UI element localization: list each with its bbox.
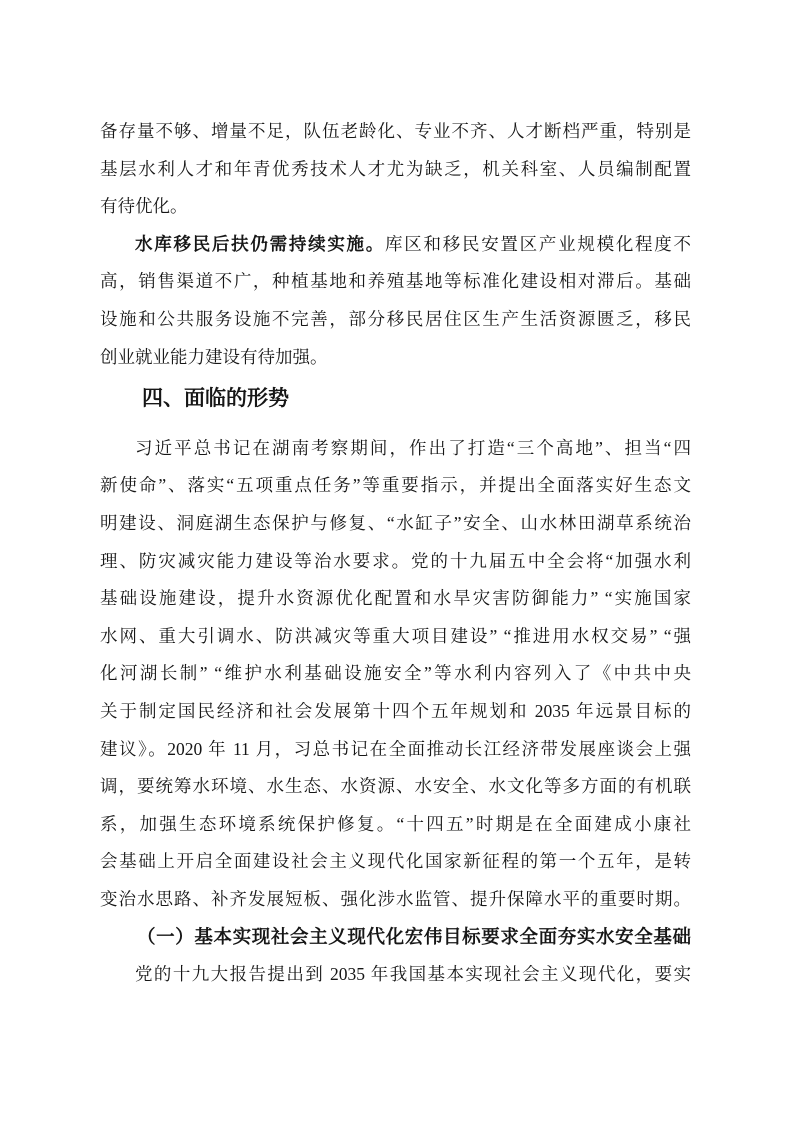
paragraph-line: [100, 543, 691, 581]
text-run: 党的十九大报告提出到 2035 年我国基本实现社会主义现代化，要实: [135, 964, 691, 985]
text-run: 变治水思路、补齐发展短板、强化涉水监管、提升保障水平的重要时期。: [100, 888, 691, 909]
text-run: 基础设施建设，提升水资源优化配置和水旱灾害防御能力” “实施国家: [100, 588, 691, 609]
paragraph-line: [100, 881, 691, 919]
text-run: 建议》。2020 年 11 月，习总书记在全面推动长江经济带发展座谈会上强: [100, 738, 691, 759]
text-run: 新使命”、落实“五项重点任务”等重要指示，并提出全面落实好生态文: [100, 475, 691, 496]
text-run: 高，销售渠道不广，种植基地和养殖基地等标准化建设相对滞后。基础: [100, 271, 691, 292]
document-content: [100, 113, 691, 994]
text-run: 习近平总书记在湖南考察期间，作出了打造“三个高地”、担当“四: [135, 437, 691, 458]
text-run: 化河湖长制” “维护水利基础设施安全”等水利内容列入了《中共中央: [100, 663, 691, 684]
paragraph-line: [100, 430, 691, 468]
paragraph-line: [100, 226, 691, 264]
paragraph-line: [100, 693, 691, 731]
paragraph-line: [100, 618, 691, 656]
paragraph-line: [100, 113, 691, 151]
section-heading: [100, 380, 691, 418]
text-run: 设施和公共服务设施不完善，部分移民居住区生产生活资源匮乏，移民: [100, 308, 691, 329]
text-run: 系，加强生态环境系统保护修复。“十四五”时期是在全面建成小康社: [100, 813, 691, 834]
text-run: 水网、重大引调水、防洪减灾等重大项目建设” “推进用水权交易” “强: [100, 625, 691, 646]
text-run: 理、防灾减灾能力建设等治水要求。党的十九届五中全会将“加强水利: [100, 550, 691, 571]
bold-text-run: （一）基本实现社会主义现代化宏伟目标要求全面夯实水安全基础: [137, 926, 691, 948]
text-run: 创业就业能力建设有待加强。: [100, 346, 328, 367]
text-run: 明建设、洞庭湖生态保护与修复、“水缸子”安全、山水林田湖草系统治: [100, 512, 691, 533]
paragraph-line: [100, 768, 691, 806]
paragraph-line: [100, 151, 691, 189]
paragraph-line: [100, 505, 691, 543]
bold-text-run: 四、面临的形势: [142, 387, 289, 411]
text-run: 调，要统筹水环境、水生态、水资源、水安全、水文化等多方面的有机联: [100, 776, 691, 797]
paragraph-line: [100, 263, 691, 301]
paragraph-line: [100, 731, 691, 769]
paragraph-line: [100, 806, 691, 844]
text-run: 基层水利人才和年青优秀技术人才尤为缺乏，机关科室、人员编制配置: [100, 158, 691, 179]
paragraph-line: [100, 956, 691, 994]
paragraph-line: [100, 339, 691, 377]
bold-text-run: 水库移民后扶仍需持续实施。: [135, 233, 386, 254]
paragraph-line: [100, 655, 691, 693]
text-run: 会基础上开启全面建设社会主义现代化国家新征程的第一个五年，是转: [100, 851, 691, 872]
paragraph-line: [100, 301, 691, 339]
subsection-heading: [100, 918, 691, 956]
paragraph-line: [100, 188, 691, 226]
paragraph-line: [100, 467, 691, 505]
text-run: 备存量不够、增量不足，队伍老龄化、专业不齐、人才断档严重，特别是: [100, 121, 691, 141]
text-run: 关于制定国民经济和社会发展第十四个五年规划和 2035 年远景目标的: [100, 700, 691, 721]
paragraph-line: [100, 843, 691, 881]
text-run: 有待优化。: [100, 196, 188, 217]
text-run: 库区和移民安置区产业规模化程度不: [385, 233, 692, 254]
paragraph-line: [100, 580, 691, 618]
